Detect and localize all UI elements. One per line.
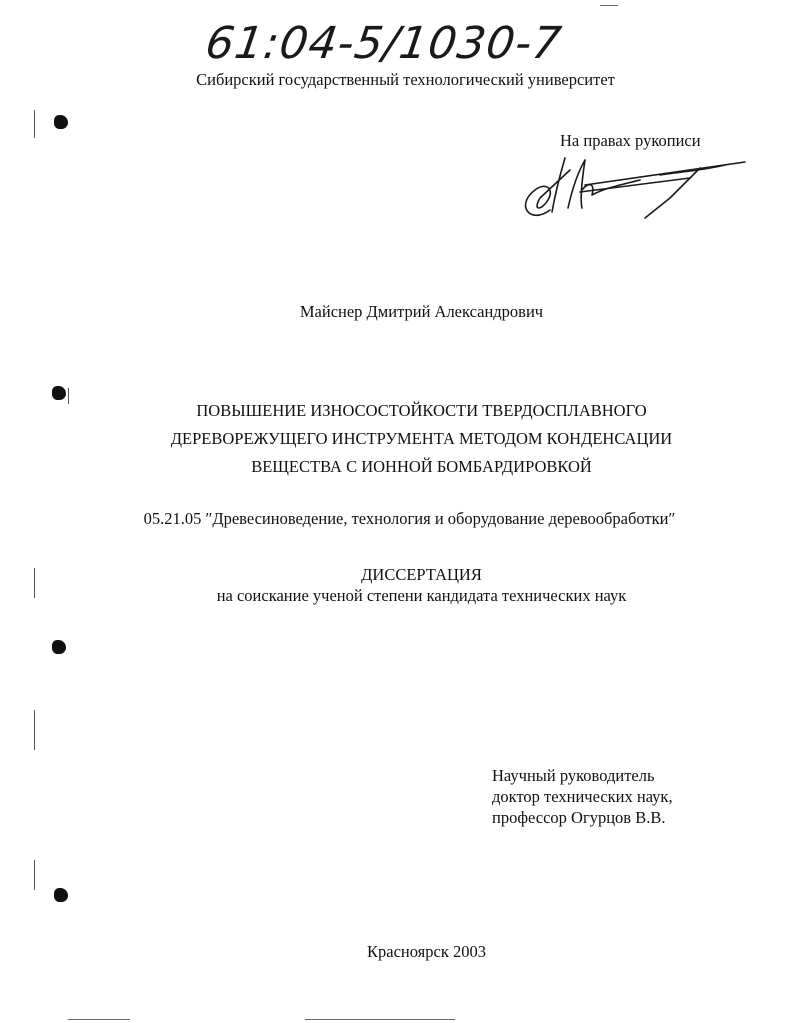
margin-line	[34, 568, 35, 598]
signature-image	[510, 150, 750, 225]
margin-line	[68, 388, 69, 404]
top-rule	[600, 5, 618, 6]
specialty-code: 05.21.05 ″Древесиноведение, технология и оборудование деревообработки″	[143, 509, 676, 528]
university-name: Сибирский государственный технологический университет	[196, 70, 615, 89]
bottom-rule	[68, 1019, 130, 1020]
city-year: Красноярск 2003	[367, 942, 486, 961]
thesis-title-line: ПОВЫШЕНИЕ ИЗНОСОСТОЙКОСТИ ТВЕРДОСПЛАВНОГО	[196, 401, 647, 420]
author-name: Майснер Дмитрий Александрович	[299, 302, 544, 321]
thesis-title	[0, 397, 791, 481]
punch-mark	[52, 386, 66, 400]
punch-mark	[54, 115, 68, 129]
supervisor-name: профессор Огурцов В.В.	[492, 808, 666, 827]
degree-line: на соискание ученой степени кандидата технических наук	[216, 586, 627, 605]
supervisor-degree: доктор технических наук,	[492, 787, 673, 806]
margin-line	[34, 710, 35, 750]
archive-number: 61:04-5/1030-7	[202, 18, 565, 69]
supervisor-role: Научный руководитель	[492, 766, 655, 785]
punch-mark	[52, 640, 66, 654]
thesis-title-line: ВЕЩЕСТВА С ИОННОЙ БОМБАРДИРОВКОЙ	[251, 457, 592, 476]
punch-mark	[54, 888, 68, 902]
supervisor-block	[492, 765, 673, 828]
thesis-title-line: ДЕРЕВОРЕЖУЩЕГО ИНСТРУМЕНТА МЕТОДОМ КОНДЕНСАЦИИ	[170, 429, 673, 448]
margin-line	[34, 110, 35, 138]
document-type: ДИССЕРТАЦИЯ	[361, 565, 482, 584]
bottom-rule	[305, 1019, 455, 1020]
margin-line	[34, 860, 35, 890]
manuscript-note: На правах рукописи	[560, 131, 701, 150]
